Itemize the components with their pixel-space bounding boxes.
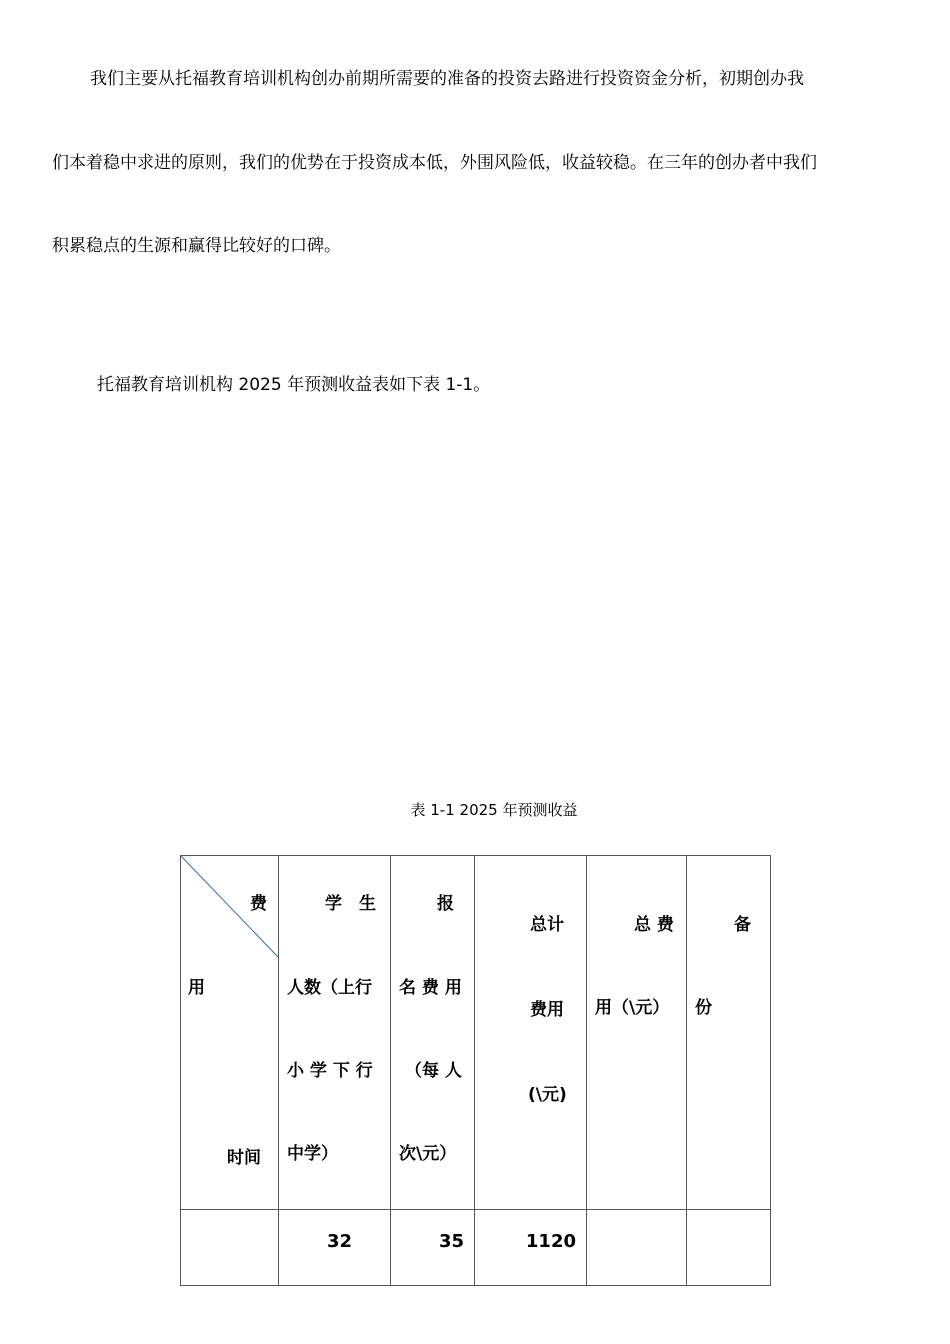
paragraph-line-3: 积累稳点的生源和赢得比较好的口碑。 <box>52 236 341 256</box>
header-students-2: 人数（上行 <box>287 978 372 998</box>
header-total-fee-2: 用（\元） <box>595 998 670 1018</box>
paragraph-line-2: 们本着稳中求进的原则，我们的优势在于投资成本低，外围风险低，收益较稳。在三年的创办者中我们 <box>52 153 817 173</box>
header-note-1: 备 <box>734 915 751 935</box>
header-students-1: 学 生 <box>325 894 376 914</box>
header-total-cost-2: 费用 <box>530 1000 564 1020</box>
header-total-cost-3: (\元) <box>528 1085 567 1105</box>
header-fee-2: 名 费 用 <box>399 978 462 998</box>
column-divider-4 <box>586 855 587 1286</box>
revenue-table <box>180 855 771 1286</box>
cell-students: 32 <box>326 1231 352 1252</box>
table-caption: 表 1-1 2025 年预测收益 <box>410 801 578 819</box>
cell-fee: 35 <box>438 1231 464 1252</box>
column-divider-3 <box>474 855 475 1286</box>
table-border-bottom <box>180 1285 771 1286</box>
header-total-cost-1: 总计 <box>530 915 564 935</box>
column-divider-2 <box>390 855 391 1286</box>
paragraph-line-4: 托福教育培训机构 2025 年预测收益表如下表 1-1。 <box>97 375 491 395</box>
header-students-3: 小 学 下 行 <box>287 1061 373 1081</box>
table-border-right <box>770 855 771 1286</box>
corner-label-fee: 费 <box>250 894 267 914</box>
table-header-divider <box>180 1209 771 1210</box>
header-fee-3: （每 人 <box>405 1061 462 1081</box>
corner-label-time: 时间 <box>227 1148 261 1168</box>
corner-label-yong: 用 <box>188 978 205 998</box>
header-total-fee-1: 总 费 <box>634 915 674 935</box>
column-divider-5 <box>686 855 687 1286</box>
header-fee-1: 报 <box>437 894 454 914</box>
header-note-2: 份 <box>695 998 712 1018</box>
header-fee-4: 次\元） <box>399 1144 457 1164</box>
paragraph-line-1: 我们主要从托福教育培训机构创办前期所需要的准备的投资去路进行投资资金分析，初期创办我 <box>90 69 804 89</box>
cell-total-cost: 1120 <box>525 1231 576 1252</box>
header-students-4: 中学） <box>287 1144 338 1164</box>
